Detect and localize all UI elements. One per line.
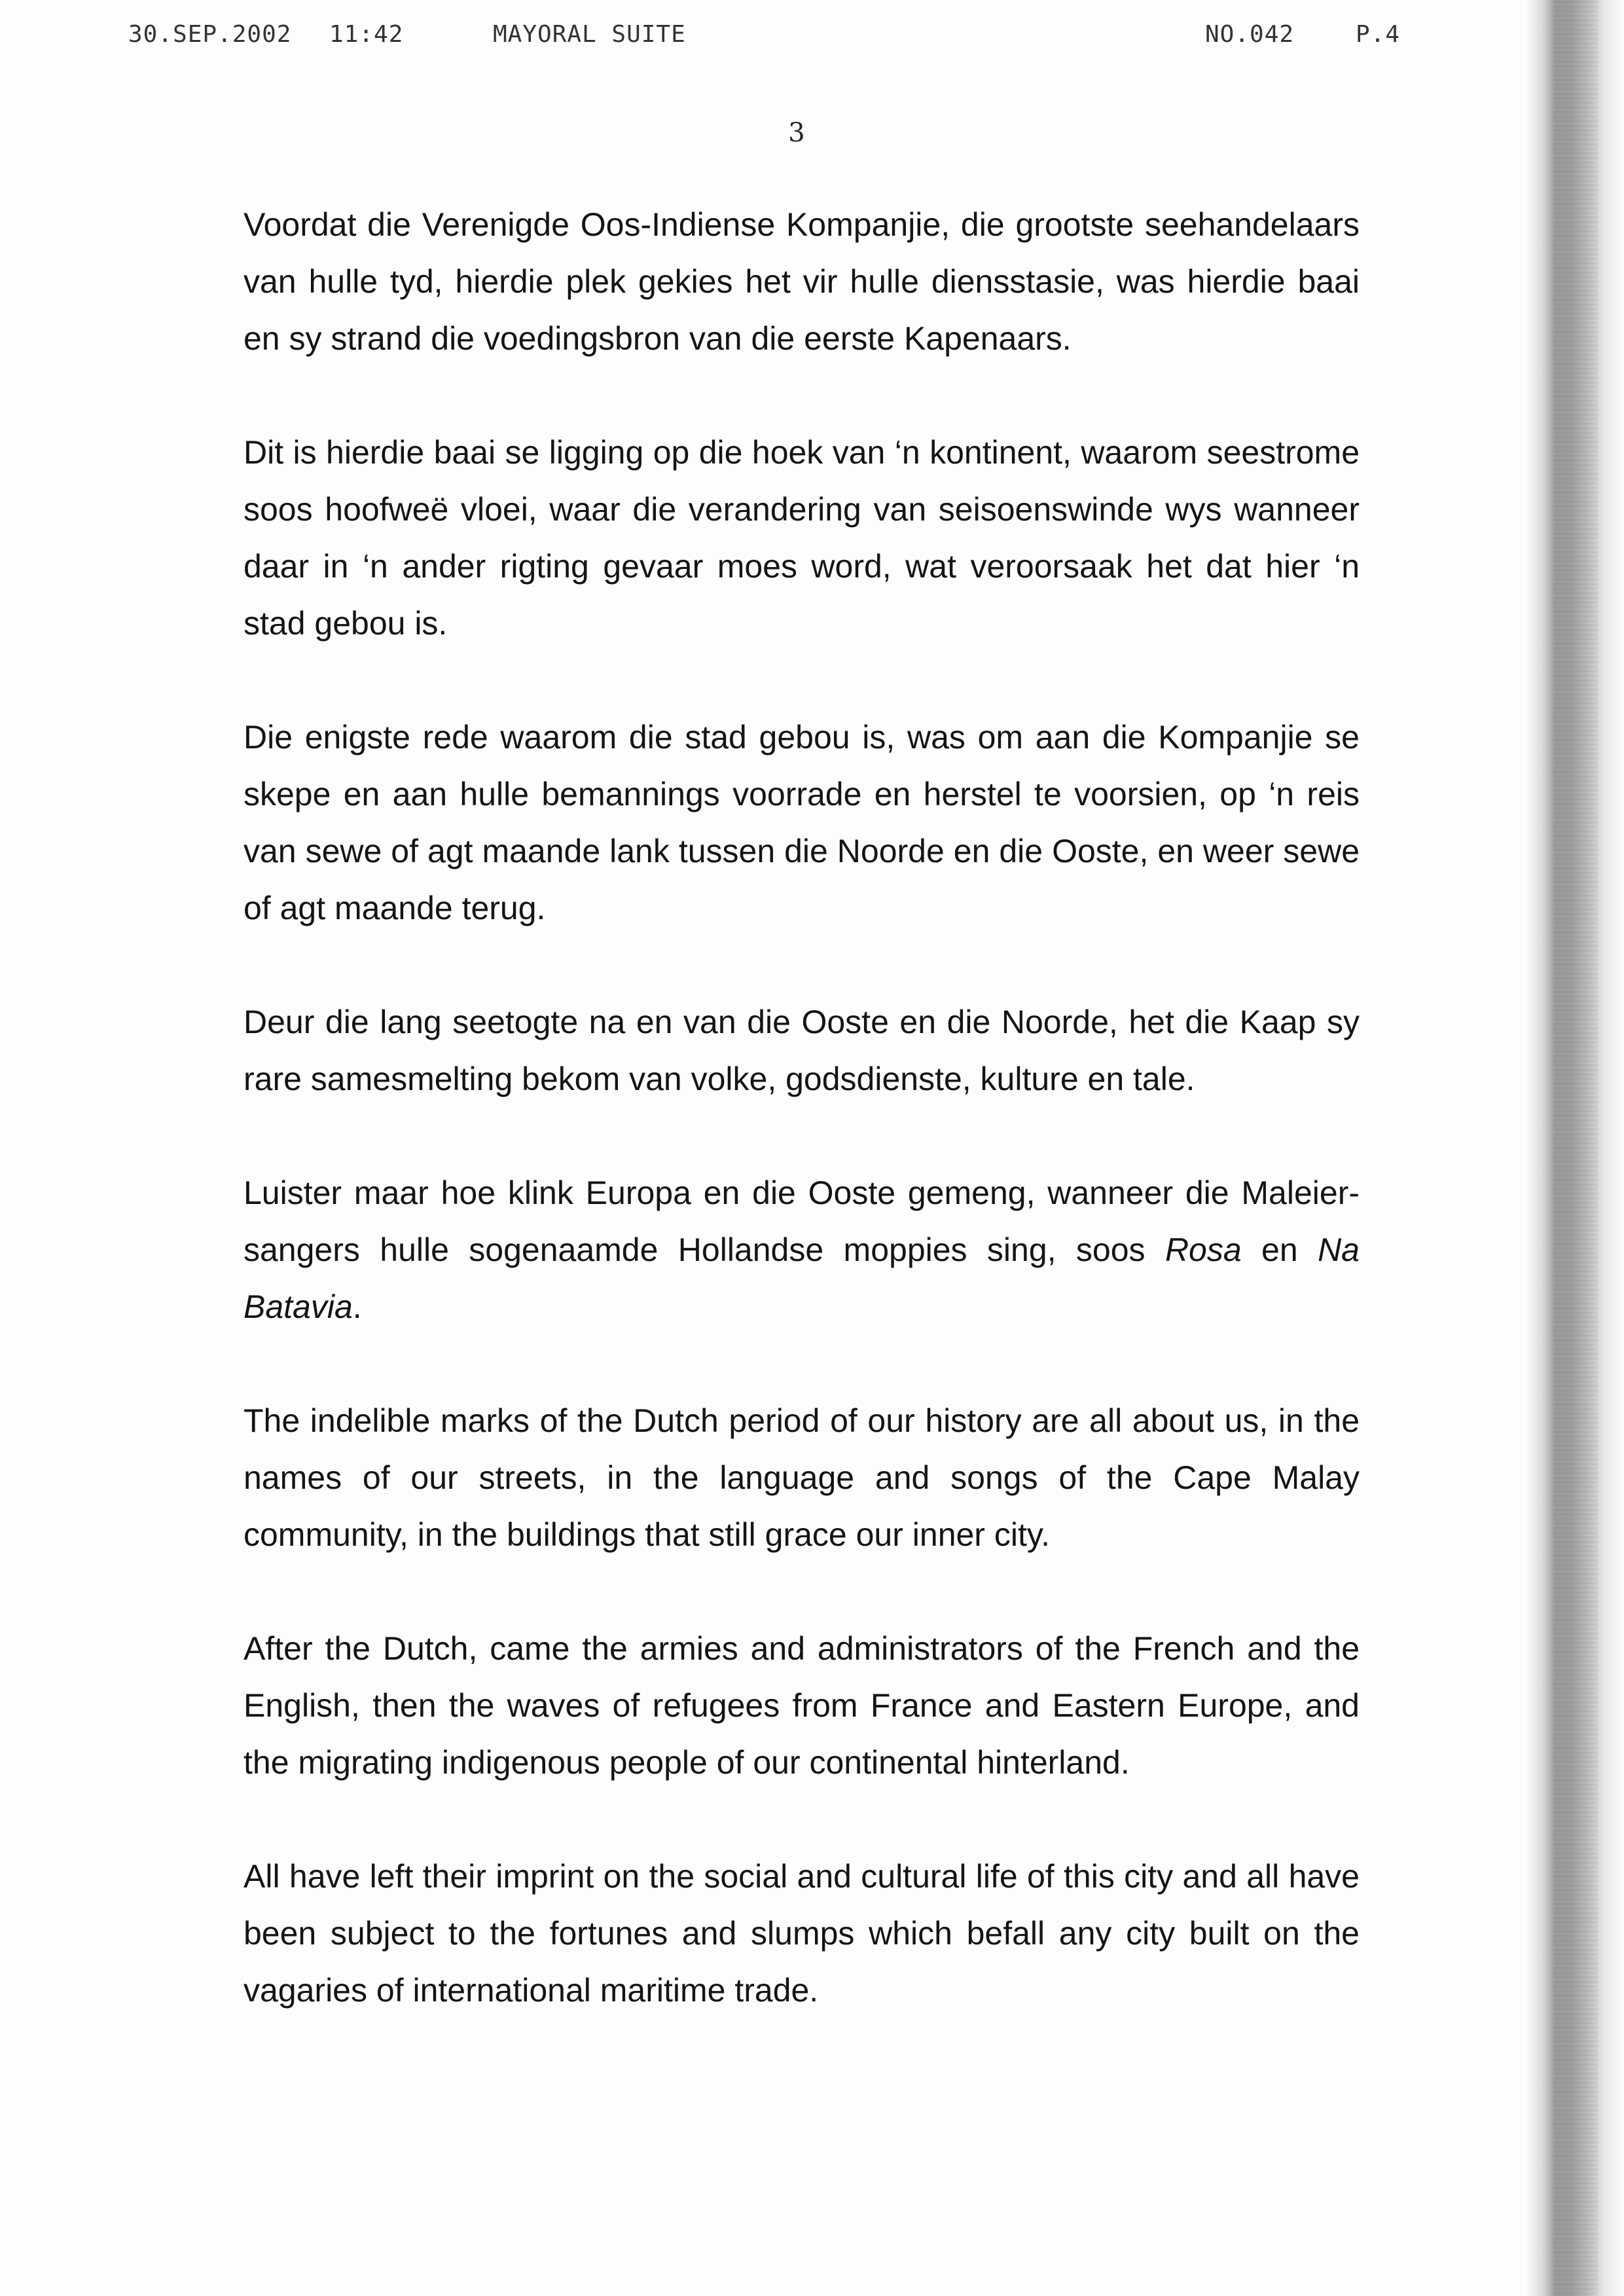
paragraph: Voordat die Verenigde Oos-Indiense Kompanjie, die grootste seehandelaars van hulle tyd, hierdie plek gekies het vir hulle diensstasie, was hierdie baai en sy strand die voedingsbron van die eerste Kapenaars.: [244, 206, 1360, 357]
fax-date: 30.SEP.2002: [128, 21, 292, 48]
song-title: Rosa: [1164, 1231, 1242, 1268]
fax-number: NO.042: [1205, 21, 1295, 48]
paragraph-text: .: [352, 1288, 362, 1325]
fax-header: [128, 21, 1437, 54]
paragraph: After the Dutch, came the armies and administrators of the French and the English, then the waves of refugees from France and Eastern Europe, and the migrating indigenous people of our continental hinterland.: [244, 1630, 1360, 1781]
paragraph: The indelible marks of the Dutch period of our history are all about us, in the names of our streets, in the language and songs of the Cape Malay community, in the buildings that still grace our inner city.: [244, 1402, 1360, 1553]
paragraph: All have left their imprint on the social and cultural life of this city and all have been subject to the fortunes and slumps which befall any city built on the vagaries of international maritime trade.: [244, 1858, 1360, 2009]
paragraph-text: en: [1241, 1231, 1318, 1268]
document-body: [244, 196, 1360, 2076]
fax-page: P.4: [1356, 21, 1401, 48]
paragraph: Die enigste rede waarom die stad gebou is, was om aan die Kompanjie se skepe en aan hulle bemannings voorrade en herstel te voorsien, op ‘n reis van sewe of agt maande lank tussen die Noorde en die Ooste, en weer sewe of agt maande terug.: [244, 719, 1360, 926]
song-title: Na Batavia: [244, 1231, 1360, 1325]
fax-sender: MAYORAL SUITE: [493, 21, 686, 48]
paragraph: [244, 1165, 1360, 1336]
paragraph: Dit is hierdie baai se ligging op die hoek van ‘n kontinent, waarom seestrome soos hoofweë vloei, waar die verandering van seisoenswinde wys wanneer daar in ‘n ander rigting gevaar moes word, wat veroorsaak het dat hier ‘n stad gebou is.: [244, 434, 1360, 642]
page-number: 3: [788, 118, 805, 148]
scan-shadow-texture: [1552, 0, 1598, 2296]
paragraph: Deur die lang seetogte na en van die Ooste en die Noorde, het die Kaap sy rare samesmelting bekom van volke, godsdienste, kulture en tale.: [244, 1004, 1360, 1097]
paragraph-text: Luister maar hoe klink Europa en die Ooste gemeng, wanneer die Maleier-sangers hulle sogenaamde Hollandse moppies sing, soos: [244, 1175, 1360, 1268]
fax-time: 11:42: [329, 21, 404, 48]
